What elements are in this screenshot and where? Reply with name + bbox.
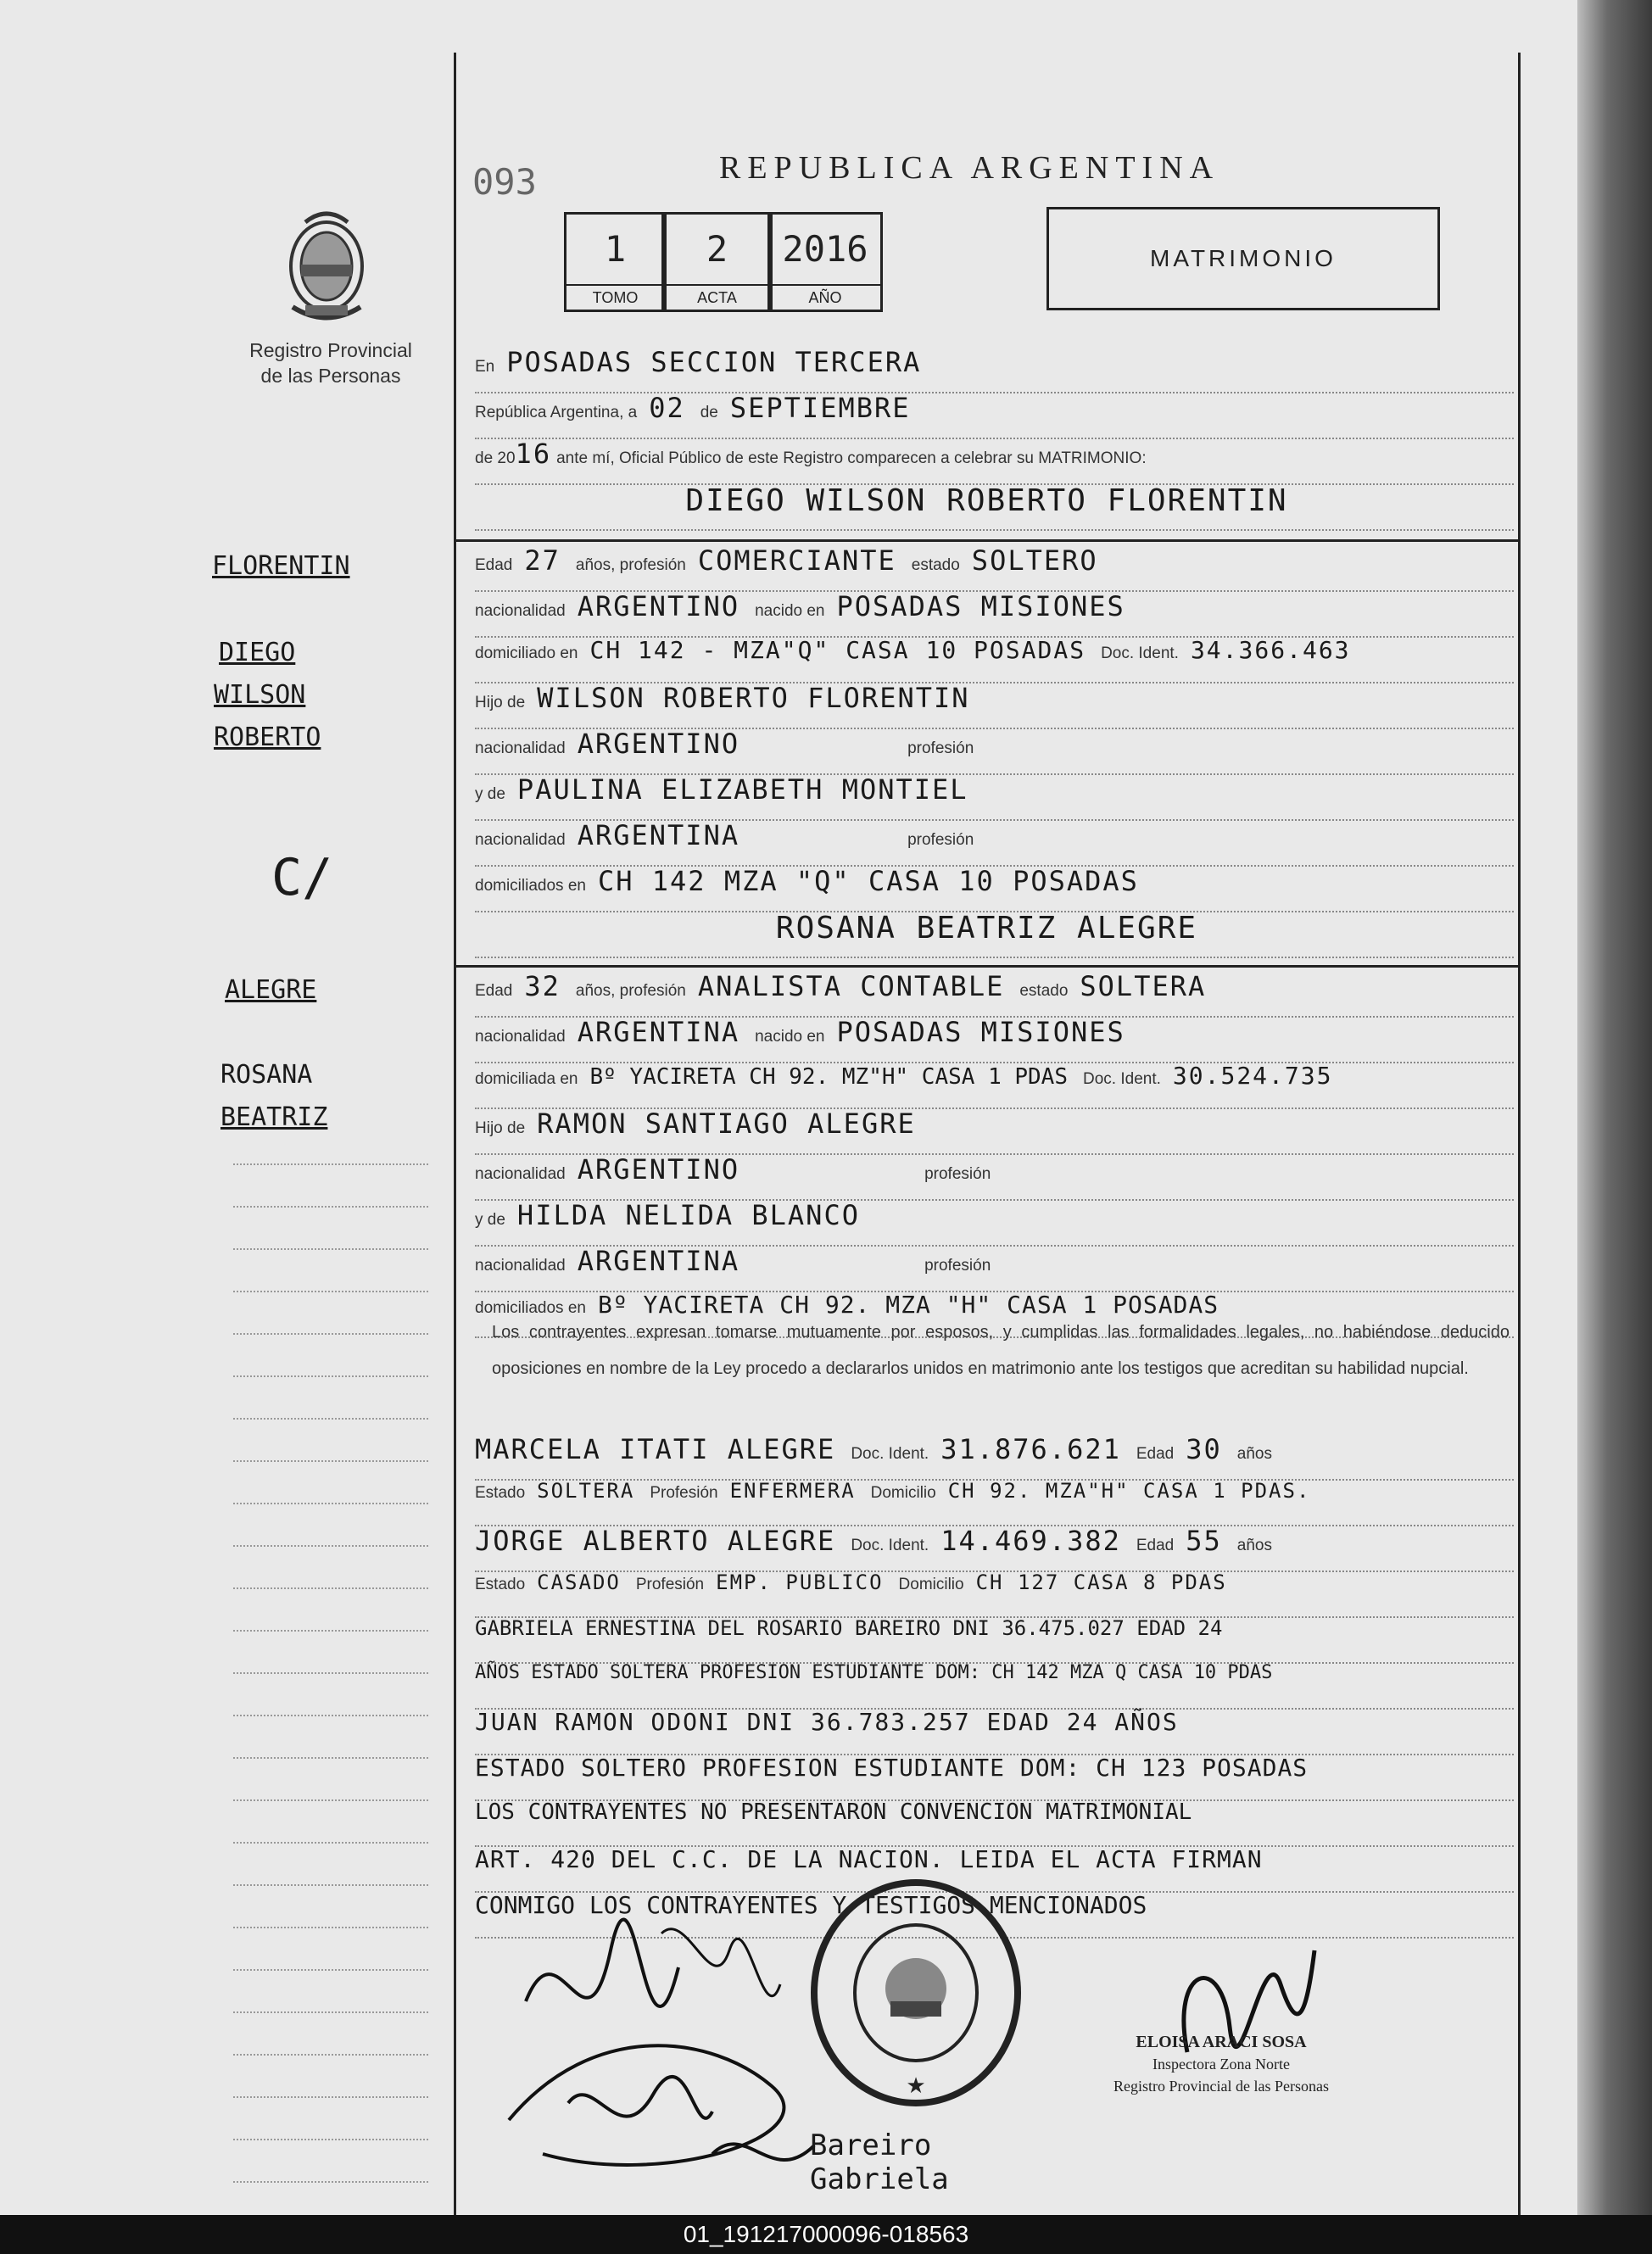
label: nacido en bbox=[755, 602, 825, 620]
svg-text:★: ★ bbox=[906, 2073, 926, 2098]
margin-dotted-line bbox=[233, 1289, 428, 1292]
witness-2-doc: 14.469.382 bbox=[940, 1525, 1121, 1557]
witness-signature: Bareiro Gabriela bbox=[810, 2128, 949, 2196]
label: Estado bbox=[475, 1484, 526, 1502]
margin-dotted-line bbox=[233, 1755, 428, 1759]
intro-text: ante mí, Oficial Público de este Registro comparecen a celebrar su MATRIMONIO: bbox=[556, 449, 1147, 467]
witness-1-doc: 31.876.621 bbox=[940, 1433, 1121, 1465]
bride-row-4 bbox=[475, 1107, 1514, 1155]
label: Estado bbox=[475, 1576, 526, 1593]
label: años bbox=[1236, 1445, 1272, 1463]
witness-2-age: 55 bbox=[1186, 1525, 1222, 1557]
margin-dotted-line bbox=[233, 2052, 428, 2056]
groom-row-8 bbox=[475, 865, 1514, 912]
label: estado bbox=[1019, 982, 1069, 1000]
margin-dotted-line bbox=[233, 2095, 428, 2098]
label: nacido en bbox=[755, 1028, 825, 1046]
margin-dotted-line bbox=[233, 1501, 428, 1504]
note-text: LOS CONTRAYENTES NO PRESENTARON CONVENCION MATRIMONIAL bbox=[475, 1799, 1192, 1825]
label: Doc. Ident. bbox=[1083, 1070, 1161, 1088]
margin-dotted-line bbox=[233, 1374, 428, 1377]
bride-profession: ANALISTA CONTABLE bbox=[697, 970, 1005, 1002]
note-line bbox=[475, 1616, 1514, 1664]
tomo-label: TOMO bbox=[566, 284, 664, 310]
margin-dotted-line bbox=[233, 1883, 428, 1886]
groom-status: SOLTERO bbox=[971, 544, 1098, 577]
label: años, profesión bbox=[575, 982, 686, 1000]
section-rule bbox=[456, 539, 1518, 542]
margin-dotted-line bbox=[233, 1459, 428, 1462]
margin-dotted-line bbox=[233, 2137, 428, 2140]
witness-2-status: CASADO bbox=[537, 1571, 621, 1594]
label: Domicilio bbox=[898, 1576, 964, 1593]
bride-name-row bbox=[475, 911, 1514, 958]
day-value: 02 bbox=[649, 392, 685, 424]
anio-value: 2016 bbox=[782, 228, 868, 270]
act-type-box: MATRIMONIO bbox=[1046, 207, 1440, 310]
intro-date-row bbox=[475, 392, 1514, 439]
note-text: GABRIELA ERNESTINA DEL ROSARIO BAREIRO DNI 36.475.027 EDAD 24 bbox=[475, 1616, 1223, 1640]
margin-bride-name: ROSANA bbox=[220, 1060, 313, 1090]
bride-row-5 bbox=[475, 1153, 1514, 1201]
margin-dotted-line bbox=[233, 1840, 428, 1844]
label: Edad bbox=[475, 982, 513, 1000]
margin-dotted-line bbox=[233, 1331, 428, 1335]
note-text: AÑOS ESTADO SOLTERA PROFESION ESTUDIANTE DOM: CH 142 MZA Q CASA 10 PDAS bbox=[475, 1662, 1273, 1683]
acta-label: ACTA bbox=[664, 284, 770, 310]
margin-bride-surname: ALEGRE bbox=[225, 975, 317, 1005]
witness-1-row-1 bbox=[475, 1433, 1514, 1481]
declaration-text: Los contrayentes expresan tomarse mutuamente por esposos, y cumplidas las formalidades legales, no habiéndose deducido oposiciones en nombre de la Ley procedo a declararlos unidos en matrimonio ante los testigos que acreditan su habilidad nupcial. bbox=[492, 1323, 1510, 1378]
witness-2-profession: EMP. PUBLICO bbox=[716, 1571, 884, 1594]
label: Edad bbox=[1136, 1537, 1175, 1554]
margin-groom-name: ROBERTO bbox=[214, 723, 321, 752]
page-number: 093 bbox=[472, 161, 537, 203]
acta-box bbox=[661, 212, 773, 312]
witness-1-age: 30 bbox=[1186, 1433, 1222, 1465]
witness-2-address: CH 127 CASA 8 PDAS bbox=[975, 1571, 1227, 1594]
label: domiciliada en bbox=[475, 1070, 578, 1088]
groom-row-4 bbox=[475, 682, 1514, 729]
bride-father: RAMON SANTIAGO ALEGRE bbox=[537, 1107, 916, 1140]
label: Doc. Ident. bbox=[851, 1537, 929, 1554]
groom-row-5 bbox=[475, 728, 1514, 775]
label: Profesión bbox=[650, 1484, 718, 1502]
label: nacionalidad bbox=[475, 739, 566, 757]
label: Hijo de bbox=[475, 694, 526, 711]
witness-1-name: MARCELA ITATI ALEGRE bbox=[475, 1433, 836, 1465]
acta-value: 2 bbox=[706, 228, 728, 270]
label: domiciliados en bbox=[475, 877, 586, 895]
official-office: Registro Provincial de las Personas bbox=[1113, 2078, 1329, 2095]
groom-nationality: ARGENTINO bbox=[577, 590, 740, 622]
groom-row-2 bbox=[475, 590, 1514, 638]
bride-row-1 bbox=[475, 970, 1514, 1018]
year-prefix: de 20 bbox=[475, 449, 516, 467]
witness-2-row-2 bbox=[475, 1571, 1514, 1618]
witness-1-address: CH 92. MZA"H" CASA 1 PDAS. bbox=[947, 1479, 1311, 1503]
contracting-parties-signatures-icon bbox=[492, 1900, 848, 2205]
registry-line-2: de las Personas bbox=[260, 365, 401, 387]
groom-father-nationality: ARGENTINO bbox=[577, 728, 740, 760]
margin-dotted-line bbox=[233, 1247, 428, 1250]
witness-1-profession: ENFERMERA bbox=[729, 1479, 856, 1503]
margin-dotted-line bbox=[233, 1204, 428, 1208]
label: nacionalidad bbox=[475, 831, 566, 849]
margin-dotted-line bbox=[233, 1162, 428, 1165]
margin-separator: C/ bbox=[271, 848, 333, 907]
republica-label: República Argentina, a bbox=[475, 404, 638, 421]
witness-1-status: SOLTERA bbox=[537, 1479, 635, 1503]
label: Hijo de bbox=[475, 1119, 526, 1137]
right-border bbox=[1518, 53, 1521, 2223]
bride-row-3 bbox=[475, 1062, 1514, 1109]
bride-status: SOLTERA bbox=[1080, 970, 1207, 1002]
margin-dotted-line bbox=[233, 1798, 428, 1801]
margin-dotted-line bbox=[233, 1543, 428, 1547]
country-title: REPUBLICA ARGENTINA bbox=[719, 150, 1220, 186]
note-text: CONMIGO LOS CONTRAYENTES Y TESTIGOS MENCIONADOS bbox=[475, 1891, 1147, 1919]
label: nacionalidad bbox=[475, 1028, 566, 1046]
label: nacionalidad bbox=[475, 1257, 566, 1275]
label: profesión bbox=[924, 1165, 991, 1183]
margin-dotted-line bbox=[233, 2179, 428, 2183]
tomo-value: 1 bbox=[604, 228, 627, 270]
bride-row-7 bbox=[475, 1245, 1514, 1292]
month-value: SEPTIEMBRE bbox=[729, 392, 911, 424]
groom-age: 27 bbox=[524, 544, 561, 577]
label: y de bbox=[475, 1211, 505, 1229]
bride-nationality: ARGENTINA bbox=[577, 1016, 740, 1048]
coat-of-arms-icon bbox=[280, 205, 373, 324]
place-value: POSADAS SECCION TERCERA bbox=[506, 346, 922, 378]
label: domiciliados en bbox=[475, 1299, 586, 1317]
margin-dotted-line bbox=[233, 2010, 428, 2013]
margin-dotted-line bbox=[233, 1967, 428, 1971]
label: Domicilio bbox=[870, 1484, 936, 1502]
intro-place-row bbox=[475, 346, 1514, 393]
margin-dotted-line bbox=[233, 1586, 428, 1589]
official-title: Inspectora Zona Norte bbox=[1152, 2056, 1290, 2073]
margin-dotted-line bbox=[233, 1925, 428, 1928]
margin-groom-surname: FLORENTIN bbox=[212, 551, 350, 581]
label: profesión bbox=[907, 739, 974, 757]
official-signature-block bbox=[1069, 2031, 1374, 2097]
margin-groom-name: WILSON bbox=[214, 680, 306, 710]
groom-mother: PAULINA ELIZABETH MONTIEL bbox=[516, 773, 968, 806]
intro-year-row bbox=[475, 438, 1514, 485]
margin-dotted-line bbox=[233, 1416, 428, 1420]
footer-filename: 01_191217000096-018563 bbox=[0, 2215, 1652, 2254]
registry-name bbox=[225, 338, 437, 388]
label: años bbox=[1236, 1537, 1272, 1554]
note-line bbox=[475, 1754, 1514, 1801]
groom-birthplace: POSADAS MISIONES bbox=[836, 590, 1125, 622]
note-text: JUAN RAMON ODONI DNI 36.783.257 EDAD 24 AÑOS bbox=[475, 1708, 1179, 1736]
groom-name: DIEGO WILSON ROBERTO FLORENTIN bbox=[685, 483, 1288, 518]
margin-groom-name: DIEGO bbox=[219, 638, 296, 667]
tomo-box bbox=[564, 212, 667, 312]
margin-dotted-line bbox=[233, 1671, 428, 1674]
anio-box bbox=[767, 212, 883, 312]
anio-label: AÑO bbox=[770, 284, 880, 310]
section-rule bbox=[456, 965, 1518, 968]
groom-row-3 bbox=[475, 636, 1514, 683]
groom-address: CH 142 - MZA"Q" CASA 10 POSADAS bbox=[589, 636, 1086, 664]
note-text: ART. 420 DEL C.C. DE LA NACION. LEIDA EL ACTA FIRMAN bbox=[475, 1845, 1263, 1873]
label: estado bbox=[911, 556, 960, 574]
margin-dotted-line bbox=[233, 1713, 428, 1716]
bride-name: ROSANA BEATRIZ ALEGRE bbox=[775, 911, 1198, 946]
bride-mother: HILDA NELIDA BLANCO bbox=[516, 1199, 860, 1231]
label: y de bbox=[475, 785, 505, 803]
witness-2-name: JORGE ALBERTO ALEGRE bbox=[475, 1525, 836, 1557]
label: Edad bbox=[475, 556, 513, 574]
note-line bbox=[475, 1799, 1514, 1847]
margin-bride-name: BEATRIZ bbox=[220, 1102, 328, 1132]
groom-row-7 bbox=[475, 819, 1514, 867]
de-label: de bbox=[700, 404, 718, 421]
bride-address: Bº YACIRETA CH 92. MZ"H" CASA 1 PDAS bbox=[589, 1064, 1068, 1090]
bride-father-nationality: ARGENTINO bbox=[577, 1153, 740, 1186]
groom-name-row bbox=[475, 483, 1514, 531]
groom-mother-nationality: ARGENTINA bbox=[577, 819, 740, 851]
groom-row-6 bbox=[475, 773, 1514, 821]
label: Doc. Ident. bbox=[851, 1445, 929, 1463]
year-suffix: 16 bbox=[515, 438, 552, 470]
en-label: En bbox=[475, 358, 495, 376]
groom-doc: 34.366.463 bbox=[1190, 636, 1351, 664]
margin-divider bbox=[454, 53, 456, 2223]
witness-2-row-1 bbox=[475, 1525, 1514, 1572]
witness-1-row-2 bbox=[475, 1479, 1514, 1526]
note-line bbox=[475, 1662, 1514, 1710]
bride-birthplace: POSADAS MISIONES bbox=[836, 1016, 1125, 1048]
page-edge bbox=[1577, 0, 1652, 2230]
margin-dotted-line bbox=[233, 1628, 428, 1632]
note-text: ESTADO SOLTERO PROFESION ESTUDIANTE DOM: CH 123 POSADAS bbox=[475, 1754, 1309, 1782]
label: profesión bbox=[924, 1257, 991, 1275]
groom-row-1 bbox=[475, 544, 1514, 592]
label: profesión bbox=[907, 831, 974, 849]
groom-profession: COMERCIANTE bbox=[697, 544, 896, 577]
groom-father: WILSON ROBERTO FLORENTIN bbox=[537, 682, 970, 714]
label: domiciliado en bbox=[475, 644, 578, 662]
bride-age: 32 bbox=[524, 970, 561, 1002]
bride-mother-nationality: ARGENTINA bbox=[577, 1245, 740, 1277]
label: años, profesión bbox=[575, 556, 686, 574]
official-name: ELOISA ARACI SOSA bbox=[1136, 2033, 1307, 2051]
bride-row-2 bbox=[475, 1016, 1514, 1063]
label: nacionalidad bbox=[475, 1165, 566, 1183]
note-line bbox=[475, 1708, 1514, 1755]
bride-parents-address: Bº YACIRETA CH 92. MZA "H" CASA 1 POSADAS bbox=[597, 1291, 1219, 1319]
label: Doc. Ident. bbox=[1101, 644, 1179, 662]
label: Edad bbox=[1136, 1445, 1175, 1463]
label: nacionalidad bbox=[475, 602, 566, 620]
bride-doc: 30.524.735 bbox=[1172, 1062, 1333, 1090]
label: Profesión bbox=[635, 1576, 705, 1593]
groom-parents-address: CH 142 MZA "Q" CASA 10 POSADAS bbox=[597, 865, 1139, 897]
registry-line-1: Registro Provincial bbox=[249, 339, 412, 361]
bride-row-6 bbox=[475, 1199, 1514, 1247]
